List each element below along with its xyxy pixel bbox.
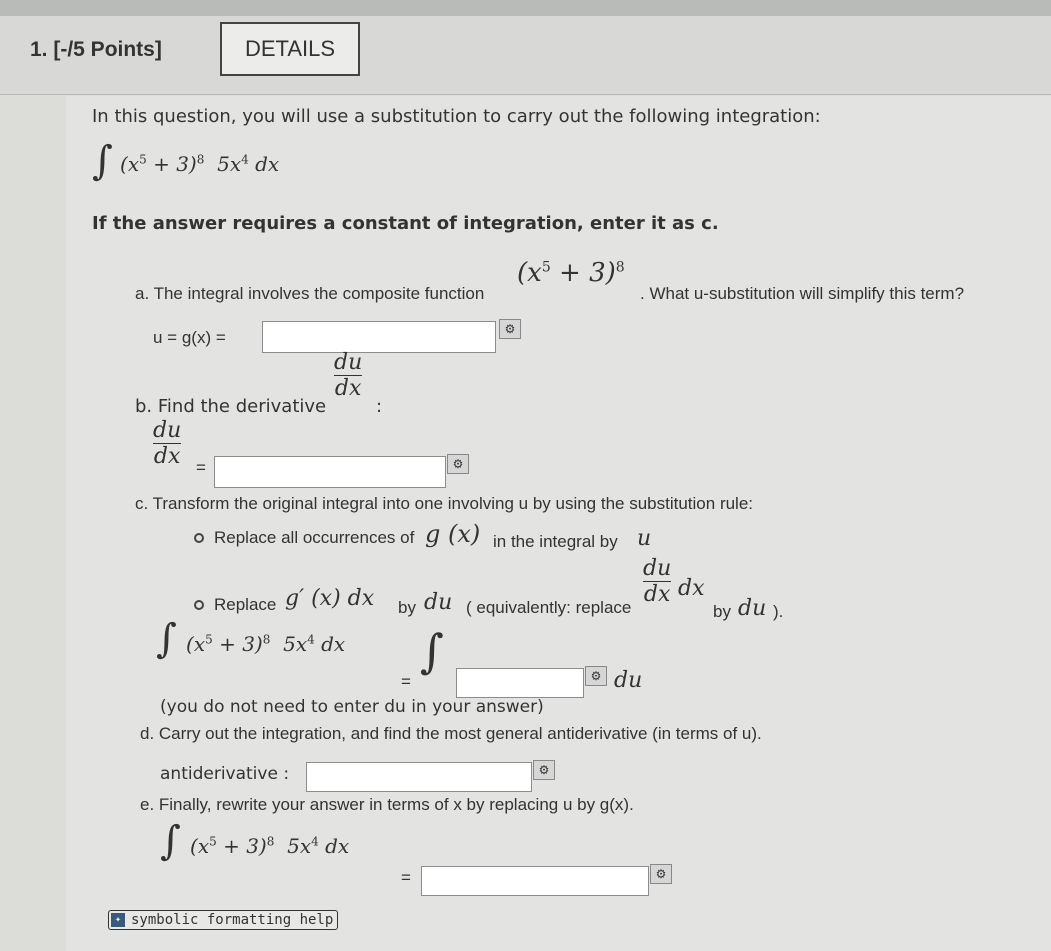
bullet2-gprime: g′ (x) dx — [285, 586, 375, 611]
part-e-text: e. Finally, rewrite your answer in terms of x by replacing u by g(x). — [140, 795, 634, 814]
keypad-icon[interactable]: ⚙ — [533, 760, 555, 780]
final-answer-input[interactable] — [421, 866, 649, 896]
bullet2-du: du — [424, 590, 453, 615]
bullet2-dx: dx — [678, 576, 705, 601]
integral-sign: ∫ — [420, 624, 444, 678]
du-dx-heading: $\frac{du}{dx}$ — [334, 350, 363, 401]
bullet2-end: ). — [773, 602, 784, 621]
bullet1-gx: g (x) — [425, 520, 481, 548]
details-button[interactable]: DETAILS — [220, 22, 360, 76]
intro-text: In this question, you will use a substitution to carry out the following integration: — [92, 106, 821, 127]
part-b-colon: : — [376, 396, 383, 417]
c-du: du — [614, 668, 643, 693]
du-dx-label: $\frac{du}{dx}$ — [153, 418, 182, 469]
bullet1-post: in the integral by — [493, 532, 618, 551]
c-integrand: $(x^5 + 3)^8$ $5x^4$ dx — [186, 632, 346, 656]
bullet-icon — [194, 600, 204, 610]
integral-sign: ∫ — [156, 616, 177, 662]
part-d-text: d. Carry out the integration, and find the most general antiderivative (in terms of u). — [140, 724, 762, 743]
c-integral-2 — [420, 624, 444, 678]
bullet2-eq: ( equivalently: replace — [466, 598, 632, 617]
part-c-text: c. Transform the original integral into one involving u by using the substitution rule: — [135, 494, 754, 513]
u-input[interactable] — [262, 321, 496, 353]
part-a-question: . What u-substitution will simplify this term? — [640, 284, 965, 303]
top-strip — [0, 0, 1051, 16]
antiderivative-label: antiderivative : — [160, 764, 290, 784]
bullet2-frac: $\frac{du}{dx}$ — [643, 556, 672, 607]
integrand-u-input[interactable] — [456, 668, 584, 698]
part-a-text: a. The integral involves the composite function — [135, 284, 485, 303]
constant-note: If the answer requires a constant of integration, enter it as c. — [92, 213, 719, 234]
bullet1-u: u — [637, 526, 652, 551]
main-integrand: $(x^5 + 3)^8$ $5x^4$ dx — [120, 152, 280, 176]
part-a-composite: $(x^5 + 3)^8$ — [517, 258, 625, 288]
e-integral — [160, 818, 181, 864]
main-integral — [92, 138, 113, 184]
derivative-input[interactable] — [214, 456, 446, 488]
c-integral — [156, 616, 177, 662]
keypad-icon[interactable]: ⚙ — [585, 666, 607, 686]
bullet-icon — [194, 533, 204, 543]
help-label: symbolic formatting help — [131, 912, 334, 928]
bullet2-text: Replace — [214, 595, 277, 614]
bullet2-du2: du — [738, 596, 767, 621]
symbolic-formatting-help-link[interactable] — [108, 910, 338, 930]
u-label: u = g(x) = — [153, 328, 226, 347]
bullet2-by2: by — [713, 602, 731, 621]
keypad-icon[interactable]: ⚙ — [499, 319, 521, 339]
integral-sign: ∫ — [160, 818, 181, 864]
bullet1-text: Replace all occurrences of — [214, 528, 415, 547]
e-integrand: $(x^5 + 3)^8$ $5x^4$ dx — [190, 834, 350, 858]
keypad-icon[interactable]: ⚙ — [650, 864, 672, 884]
c-note: (you do not need to enter du in your answer) — [160, 697, 544, 717]
keypad-icon[interactable]: ⚙ — [447, 454, 469, 474]
help-icon: ✦ — [111, 913, 125, 927]
c-equals: = — [401, 672, 411, 691]
e-equals: = — [401, 868, 411, 887]
integral-sign: ∫ — [92, 138, 113, 184]
question-number: 1. [-/5 Points] — [30, 38, 162, 61]
part-b-text: b. Find the derivative — [135, 396, 327, 417]
part-b-equals: = — [196, 458, 206, 477]
antiderivative-input[interactable] — [306, 762, 532, 792]
bullet2-by: by — [398, 598, 416, 617]
